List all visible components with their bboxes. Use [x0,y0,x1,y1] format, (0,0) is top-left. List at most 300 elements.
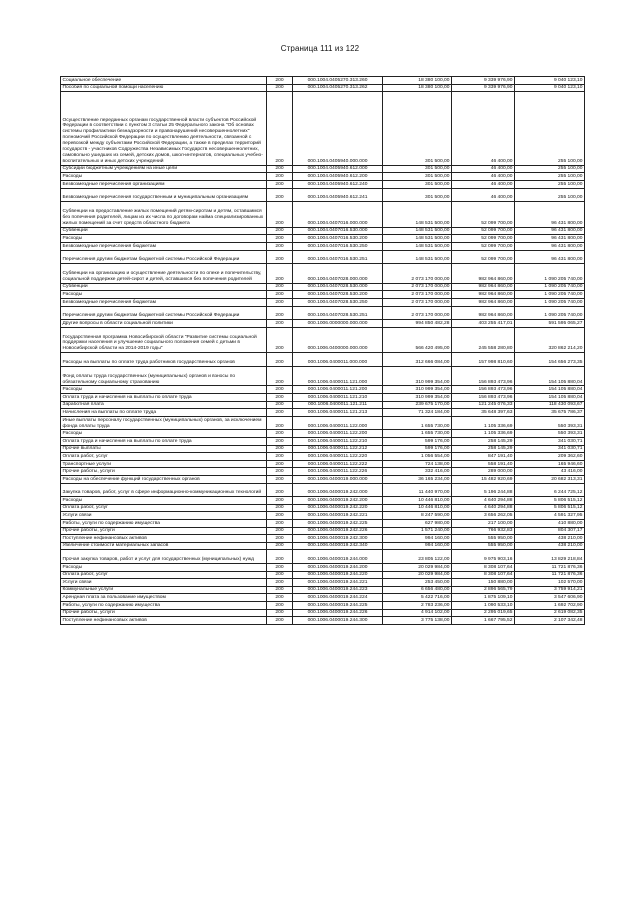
classification-code-cell: 000.1006.0400011.122.212 [293,445,383,453]
executed-amount-cell: 52 099 700,00 [452,227,515,235]
row-name-cell: Расходы на обеспечение функций государственных органов [61,476,267,484]
approved-amount-cell: 1 571 240,00 [383,527,452,535]
table-row [61,571,585,579]
table-row [61,353,585,367]
approved-amount-cell: 1 056 554,00 [383,453,452,461]
approved-amount-cell: 36 165 234,00 [383,476,452,484]
table-row [61,550,585,564]
classification-code-cell: 000.1004.0407028.530.251 [293,306,383,320]
approved-amount-cell: 301 500,00 [383,180,452,188]
classification-code-cell: 000.1006.0400011.121.213 [293,409,383,417]
executed-amount-cell: 555 950,00 [452,542,515,550]
admin-code-cell: 200 [267,550,293,564]
row-name-cell: Коммунальные услуги [61,586,267,594]
table-row [61,430,585,438]
table-row [61,497,585,505]
row-name-cell: Услуги связи [61,512,267,520]
classification-code-cell: 000.1006.0400011.121.000 [293,366,383,386]
remaining-amount-cell: 96 431 800,00 [515,235,585,243]
approved-amount-cell: 148 531 500,00 [383,235,452,243]
classification-code-cell: 000.1006.0400019.244.300 [293,617,383,625]
executed-amount-cell: 8 308 107,64 [452,563,515,571]
table-row [61,366,585,386]
table-row [61,445,585,453]
remaining-amount-cell: 341 030,71 [515,445,585,453]
approved-amount-cell: 18 380 100,00 [383,77,452,85]
remaining-amount-cell: 1 090 205 740,00 [515,298,585,306]
table-row [61,527,585,535]
approved-amount-cell: 301 500,00 [383,188,452,202]
table-row [61,401,585,409]
page-number-header: Страница 111 из 122 [280,44,360,53]
executed-amount-cell: 4 640 294,88 [452,504,515,512]
remaining-amount-cell: 43 416,00 [515,468,585,476]
admin-code-cell: 200 [267,84,293,92]
classification-code-cell: 000.1006.0400011.000.000 [293,353,383,367]
remaining-amount-cell: 255 100,00 [515,165,585,173]
admin-code-cell: 200 [267,563,293,571]
approved-amount-cell: 2 073 170 000,00 [383,291,452,299]
admin-code-cell: 200 [267,445,293,453]
executed-amount-cell: 156 893 473,96 [452,366,515,386]
executed-amount-cell: 9 339 976,90 [452,77,515,85]
table-row [61,535,585,543]
approved-amount-cell: 994 160,00 [383,542,452,550]
table-row [61,409,585,417]
classification-code-cell: 000.1006.0400019.242.225 [293,519,383,527]
remaining-amount-cell: 3 547 606,90 [515,594,585,602]
approved-amount-cell: 148 531 500,00 [383,250,452,264]
executed-amount-cell: 766 932,83 [452,527,515,535]
admin-code-cell: 200 [267,460,293,468]
admin-code-cell: 200 [267,535,293,543]
remaining-amount-cell: 438 210,00 [515,535,585,543]
executed-amount-cell: 2 295 019,65 [452,609,515,617]
table-row [61,512,585,520]
executed-amount-cell: 9 339 976,90 [452,84,515,92]
remaining-amount-cell: 255 100,00 [515,188,585,202]
remaining-amount-cell: 410 880,00 [515,519,585,527]
executed-amount-cell: 4 640 294,88 [452,497,515,505]
approved-amount-cell: 310 999 354,00 [383,366,452,386]
classification-code-cell: 000.1006.0400019.244.221 [293,579,383,587]
admin-code-cell: 200 [267,306,293,320]
table-row [61,617,585,625]
classification-code-cell: 000.1006.0400019.242.220 [293,504,383,512]
budget-table [60,76,585,625]
approved-amount-cell: 23 805 122,00 [383,550,452,564]
approved-amount-cell: 724 138,00 [383,460,452,468]
approved-amount-cell: 148 531 500,00 [383,242,452,250]
approved-amount-cell: 627 980,00 [383,519,452,527]
classification-code-cell: 000.1006.0400019.244.000 [293,550,383,564]
admin-code-cell: 200 [267,542,293,550]
table-row [61,264,585,284]
row-name-cell: Прочие выплаты [61,445,267,453]
remaining-amount-cell: 3 759 914,21 [515,586,585,594]
classification-code-cell: 000.1004.0405940.000.000 [293,92,383,166]
table-row [61,250,585,264]
remaining-amount-cell: 2 107 342,48 [515,617,585,625]
executed-amount-cell: 258 145,29 [452,438,515,446]
remaining-amount-cell: 591 595 065,27 [515,320,585,328]
approved-amount-cell: 239 675 170,00 [383,401,452,409]
executed-amount-cell: 46 400,00 [452,165,515,173]
remaining-amount-cell: 154 656 273,35 [515,353,585,367]
approved-amount-cell: 148 531 500,00 [383,202,452,228]
remaining-amount-cell: 5 806 515,12 [515,504,585,512]
approved-amount-cell: 566 420 495,00 [383,327,452,353]
table-row [61,77,585,85]
admin-code-cell: 200 [267,409,293,417]
executed-amount-cell: 1 875 109,10 [452,594,515,602]
table-row [61,173,585,181]
table-row [61,306,585,320]
admin-code-cell: 200 [267,264,293,284]
approved-amount-cell: 599 176,00 [383,438,452,446]
remaining-amount-cell: 13 829 218,84 [515,550,585,564]
admin-code-cell: 200 [267,453,293,461]
classification-code-cell: 000.1006.0400011.121.211 [293,401,383,409]
classification-code-cell: 000.1004.0407028.000.000 [293,264,383,284]
admin-code-cell: 200 [267,617,293,625]
row-name-cell: Безвозмездные перечисления бюджетам [61,242,267,250]
classification-code-cell: 000.1004.0407016.530.251 [293,250,383,264]
remaining-amount-cell: 96 431 800,00 [515,202,585,228]
classification-code-cell: 000.1006.0400019.244.225 [293,601,383,609]
row-name-cell: Оплата труда и начисления на выплаты по оплате труда [61,394,267,402]
classification-code-cell: 000.1004.0407016.530.250 [293,242,383,250]
approved-amount-cell: 18 380 100,00 [383,84,452,92]
classification-code-cell: 000.1006.0400019.242.000 [293,483,383,497]
admin-code-cell: 200 [267,386,293,394]
table-row [61,468,585,476]
remaining-amount-cell: 4 591 327,95 [515,512,585,520]
admin-code-cell: 200 [267,586,293,594]
approved-amount-cell: 71 324 184,00 [383,409,452,417]
executed-amount-cell: 982 964 860,00 [452,306,515,320]
table-row [61,180,585,188]
approved-amount-cell: 253 450,00 [383,579,452,587]
table-row [61,438,585,446]
approved-amount-cell: 1 655 730,00 [383,416,452,430]
executed-amount-cell: 217 100,00 [452,519,515,527]
remaining-amount-cell: 102 570,00 [515,579,585,587]
admin-code-cell: 200 [267,601,293,609]
admin-code-cell: 200 [267,394,293,402]
row-name-cell: Прочие работы, услуги [61,527,267,535]
row-name-cell: Прочая закупка товаров, работ и услуг для государственных (муниципальных) нужд [61,550,267,564]
executed-amount-cell: 982 964 860,00 [452,291,515,299]
executed-amount-cell: 46 400,00 [452,173,515,181]
executed-amount-cell: 52 099 700,00 [452,202,515,228]
admin-code-cell: 200 [267,250,293,264]
remaining-amount-cell: 154 105 880,04 [515,394,585,402]
row-name-cell: Прочие работы, услуги [61,609,267,617]
row-name-cell: Расходы [61,291,267,299]
classification-code-cell: 000.1004.0405940.612.000 [293,165,383,173]
table-row [61,483,585,497]
executed-amount-cell: 8 308 107,64 [452,571,515,579]
table-row [61,579,585,587]
executed-amount-cell: 558 191,40 [452,460,515,468]
row-name-cell: Осуществление переданных органам государственной власти субъектов Российской Федерации в соответствии с пунктом 3 статьи 25 Федерального закона "Об основах системы профилактики безнадзорности и правонарушений несовершеннолетних" полномочий Российской Федерации по осуществлению деятельности, связанной с перевозкой между субъектами Российской Федерации, а также в пределах территорий государств - участников Содружества Независимых Государств несовершеннолетних, самовольно ушедших из семей, детских домов, школ-интернатов, специальных учебно-воспитательных и иных детских учреждений [61,92,267,166]
row-name-cell: Субсидии бюджетным учреждениям на иные цели [61,165,267,173]
remaining-amount-cell: 154 105 880,04 [515,366,585,386]
executed-amount-cell: 847 191,40 [452,453,515,461]
budget-table-body [61,77,585,625]
row-name-cell: Заработная плата [61,401,267,409]
classification-code-cell: 000.1004.0407016.530.200 [293,235,383,243]
remaining-amount-cell: 255 100,00 [515,180,585,188]
row-name-cell: Оплата работ, услуг [61,453,267,461]
remaining-amount-cell: 5 806 515,12 [515,497,585,505]
executed-amount-cell: 982 964 860,00 [452,264,515,284]
admin-code-cell: 200 [267,327,293,353]
remaining-amount-cell: 96 431 800,00 [515,227,585,235]
approved-amount-cell: 6 656 480,00 [383,586,452,594]
approved-amount-cell: 2 783 236,00 [383,601,452,609]
approved-amount-cell: 312 666 084,00 [383,353,452,367]
executed-amount-cell: 46 400,00 [452,188,515,202]
executed-amount-cell: 555 950,00 [452,535,515,543]
classification-code-cell: 000.1006.0400011.121.200 [293,386,383,394]
approved-amount-cell: 332 416,00 [383,468,452,476]
table-row [61,594,585,602]
classification-code-cell: 000.1006.0400019.242.340 [293,542,383,550]
executed-amount-cell: 1 105 336,69 [452,430,515,438]
table-row [61,188,585,202]
executed-amount-cell: 289 000,00 [452,468,515,476]
executed-amount-cell: 156 893 473,96 [452,394,515,402]
row-name-cell: Расходы [61,563,267,571]
approved-amount-cell: 994 160,00 [383,535,452,543]
table-row [61,202,585,228]
table-row [61,542,585,550]
table-row [61,84,585,92]
classification-code-cell: 000.1004.0405270.313.260 [293,77,383,85]
table-row [61,586,585,594]
classification-code-cell: 000.1004.0405270.313.262 [293,84,383,92]
row-name-cell: Увеличение стоимости материальных запасов [61,542,267,550]
admin-code-cell: 200 [267,483,293,497]
table-row [61,298,585,306]
approved-amount-cell: 3 775 138,00 [383,617,452,625]
classification-code-cell: 000.1004.0407028.530.000 [293,283,383,291]
approved-amount-cell: 10 446 810,00 [383,504,452,512]
classification-code-cell: 000.1006.0400019.242.300 [293,535,383,543]
admin-code-cell: 200 [267,609,293,617]
row-name-cell: Закупка товаров, работ, услуг в сфере информационно-коммуникационных технологий [61,483,267,497]
remaining-amount-cell: 9 040 123,10 [515,77,585,85]
approved-amount-cell: 148 531 500,00 [383,227,452,235]
row-name-cell: Расходы [61,235,267,243]
classification-code-cell: 000.1006.0000000.000.000 [293,320,383,328]
executed-amount-cell: 52 099 700,00 [452,242,515,250]
classification-code-cell: 000.1006.0400011.122.226 [293,468,383,476]
row-name-cell: Транспортные услуги [61,460,267,468]
admin-code-cell: 200 [267,476,293,484]
admin-code-cell: 200 [267,497,293,505]
admin-code-cell: 200 [267,298,293,306]
admin-code-cell: 200 [267,401,293,409]
approved-amount-cell: 599 176,00 [383,445,452,453]
row-name-cell: Начисления на выплаты по оплате труда [61,409,267,417]
executed-amount-cell: 1 090 533,10 [452,601,515,609]
classification-code-cell: 000.1006.0400019.242.226 [293,527,383,535]
row-name-cell: Субвенции [61,227,267,235]
classification-code-cell: 000.1006.0400019.244.220 [293,571,383,579]
admin-code-cell: 200 [267,512,293,520]
row-name-cell: Субвенции на предоставление жилых помещений детям-сиротам и детям, оставшимся без попечения родителей, лицам из их числа по договорам найма специализированных жилых помещений за счет средств областного бюджета [61,202,267,228]
remaining-amount-cell: 320 862 214,20 [515,327,585,353]
executed-amount-cell: 5 196 244,88 [452,483,515,497]
remaining-amount-cell: 1 090 205 740,00 [515,264,585,284]
approved-amount-cell: 310 999 354,00 [383,394,452,402]
table-row [61,242,585,250]
remaining-amount-cell: 11 721 876,36 [515,571,585,579]
classification-code-cell: 000.1006.0400019.242.221 [293,512,383,520]
executed-amount-cell: 46 400,00 [452,180,515,188]
row-name-cell: Перечисления другим бюджетам бюджетной системы Российской Федерации [61,250,267,264]
row-name-cell: Безвозмездные перечисления государственным и муниципальным организациям [61,188,267,202]
approved-amount-cell: 301 500,00 [383,173,452,181]
admin-code-cell: 200 [267,188,293,202]
admin-code-cell: 200 [267,571,293,579]
row-name-cell: Арендная плата за пользование имуществом [61,594,267,602]
approved-amount-cell: 20 029 984,00 [383,571,452,579]
admin-code-cell: 200 [267,353,293,367]
approved-amount-cell: 4 914 102,00 [383,609,452,617]
remaining-amount-cell: 154 105 880,04 [515,386,585,394]
table-row [61,601,585,609]
classification-code-cell: 000.1004.0407028.530.200 [293,291,383,299]
table-row [61,563,585,571]
remaining-amount-cell: 550 393,31 [515,416,585,430]
admin-code-cell: 200 [267,579,293,587]
classification-code-cell: 000.1006.0400019.244.200 [293,563,383,571]
remaining-amount-cell: 438 210,00 [515,542,585,550]
table-row [61,320,585,328]
classification-code-cell: 000.1004.0405940.612.241 [293,188,383,202]
executed-amount-cell: 982 964 860,00 [452,283,515,291]
table-row [61,235,585,243]
approved-amount-cell: 994 850 482,28 [383,320,452,328]
executed-amount-cell: 150 880,00 [452,579,515,587]
row-name-cell: Пособия по социальной помощи населению [61,84,267,92]
remaining-amount-cell: 1 090 205 740,00 [515,283,585,291]
executed-amount-cell: 157 998 810,60 [452,353,515,367]
table-row [61,165,585,173]
remaining-amount-cell: 9 040 123,10 [515,84,585,92]
approved-amount-cell: 2 073 170 000,00 [383,264,452,284]
remaining-amount-cell: 1 090 205 740,00 [515,291,585,299]
classification-code-cell: 000.1006.0400011.122.000 [293,416,383,430]
row-name-cell: Работы, услуги по содержанию имущества [61,519,267,527]
admin-code-cell: 200 [267,594,293,602]
row-name-cell: Оплата работ, услуг [61,571,267,579]
row-name-cell: Перечисления другим бюджетам бюджетной системы Российской Федерации [61,306,267,320]
table-row [61,92,585,166]
remaining-amount-cell: 255 100,00 [515,173,585,181]
row-name-cell: Социальное обеспечение [61,77,267,85]
table-row [61,291,585,299]
table-row [61,283,585,291]
row-name-cell: Государственная программа Новосибирской области "Развитие системы социальной поддержки населения и улучшение социального положения семей с детьми в Новосибирской области на 2014-2019 годы" [61,327,267,353]
row-name-cell: Безвозмездные перечисления организациям [61,180,267,188]
classification-code-cell: 000.1006.0400019.244.226 [293,609,383,617]
remaining-amount-cell: 1 692 702,90 [515,601,585,609]
executed-amount-cell: 35 648 397,63 [452,409,515,417]
table-row [61,227,585,235]
classification-code-cell: 000.1006.0400011.122.222 [293,460,383,468]
table-row [61,394,585,402]
executed-amount-cell: 403 255 417,01 [452,320,515,328]
executed-amount-cell: 121 245 076,33 [452,401,515,409]
row-name-cell: Расходы на выплаты по оплате труда работников государственных органов [61,353,267,367]
admin-code-cell: 200 [267,468,293,476]
admin-code-cell: 200 [267,283,293,291]
admin-code-cell: 200 [267,519,293,527]
admin-code-cell: 200 [267,438,293,446]
admin-code-cell: 200 [267,366,293,386]
classification-code-cell: 000.1004.0407016.530.000 [293,227,383,235]
classification-code-cell: 000.1006.0400011.122.210 [293,438,383,446]
row-name-cell: Безвозмездные перечисления бюджетам [61,298,267,306]
admin-code-cell: 200 [267,165,293,173]
remaining-amount-cell: 1 090 205 740,00 [515,306,585,320]
table-row [61,476,585,484]
classification-code-cell: 000.1006.0400019.244.224 [293,594,383,602]
remaining-amount-cell: 2 619 082,35 [515,609,585,617]
executed-amount-cell: 52 099 700,00 [452,235,515,243]
executed-amount-cell: 982 964 860,00 [452,298,515,306]
classification-code-cell: 000.1006.0400019.000.000 [293,476,383,484]
remaining-amount-cell: 804 307,17 [515,527,585,535]
row-name-cell: Субвенции на организацию и осуществление деятельности по опеке и попечительству, социальной поддержке детей-сирот и детей, оставшихся без попечения родителей [61,264,267,284]
table-row [61,519,585,527]
approved-amount-cell: 301 500,00 [383,92,452,166]
table-row [61,609,585,617]
row-name-cell: Поступление нефинансовых активов [61,535,267,543]
remaining-amount-cell: 255 100,00 [515,92,585,166]
approved-amount-cell: 2 073 170 000,00 [383,298,452,306]
approved-amount-cell: 8 247 590,00 [383,512,452,520]
admin-code-cell: 200 [267,92,293,166]
executed-amount-cell: 3 656 262,05 [452,512,515,520]
admin-code-cell: 200 [267,77,293,85]
executed-amount-cell: 9 975 903,16 [452,550,515,564]
table-row [61,327,585,353]
remaining-amount-cell: 550 393,31 [515,430,585,438]
classification-code-cell: 000.1006.0400011.121.210 [293,394,383,402]
classification-code-cell: 000.1004.0405940.612.200 [293,173,383,181]
admin-code-cell: 200 [267,504,293,512]
remaining-amount-cell: 6 244 725,12 [515,483,585,497]
row-name-cell: Расходы [61,173,267,181]
table-row [61,453,585,461]
remaining-amount-cell: 118 430 093,67 [515,401,585,409]
admin-code-cell: 200 [267,180,293,188]
approved-amount-cell: 11 440 970,00 [383,483,452,497]
row-name-cell: Работы, услуги по содержанию имущества [61,601,267,609]
row-name-cell: Оплата работ, услуг [61,504,267,512]
classification-code-cell: 000.1006.0400011.122.220 [293,453,383,461]
admin-code-cell: 200 [267,320,293,328]
executed-amount-cell: 156 893 473,96 [452,386,515,394]
classification-code-cell: 000.1006.0400011.122.200 [293,430,383,438]
row-name-cell: Услуги связи [61,579,267,587]
